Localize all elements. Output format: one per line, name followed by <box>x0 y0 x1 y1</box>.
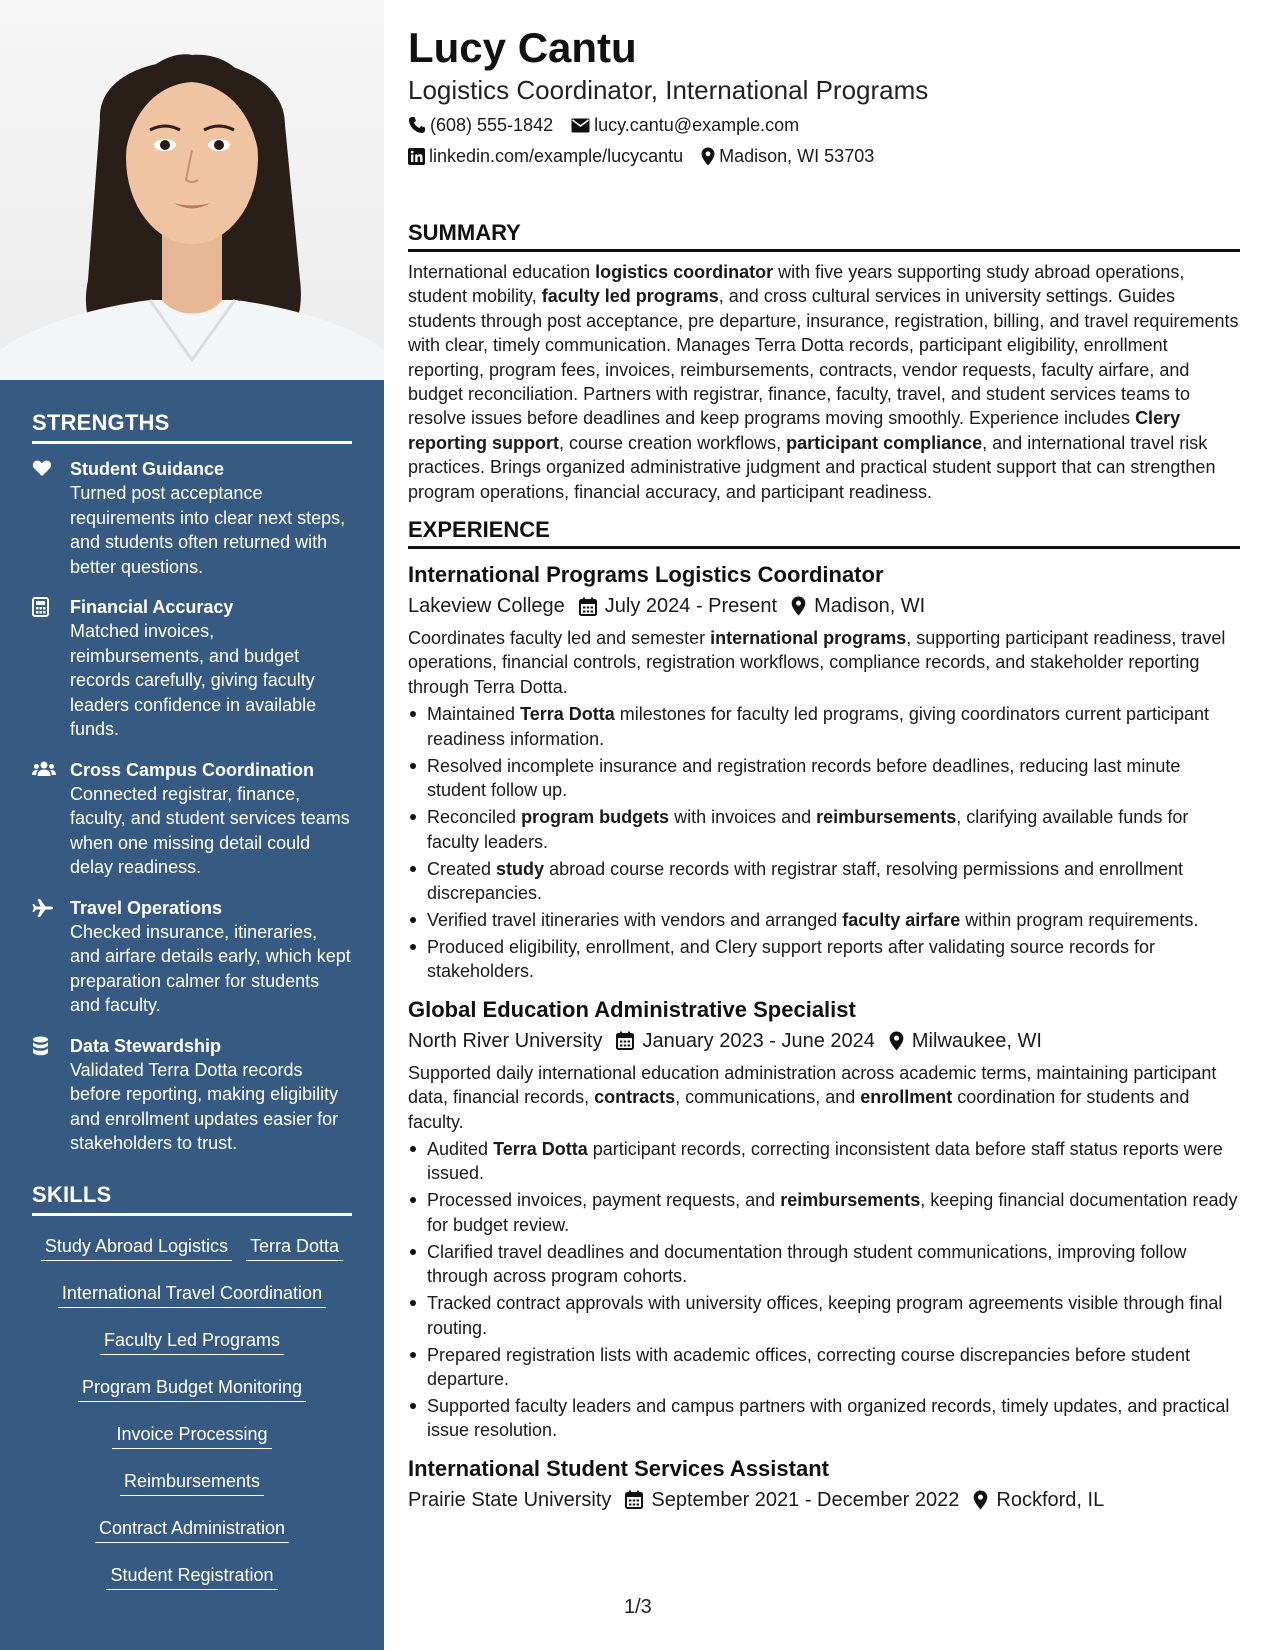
phone-text: (608) 555-1842 <box>430 115 554 135</box>
bullet-item: Processed invoices, payment requests, and reimbursements, keeping financial documentation ready for budget review. <box>408 1188 1240 1237</box>
map-pin-icon <box>889 1031 904 1051</box>
strength-description: Validated Terra Dotta records before reporting, making eligibility and enrollment updates easier for stakeholders to trust. <box>70 1059 339 1153</box>
bullet-item: Reconciled program budgets with invoices and reimbursements, clarifying available funds for faculty leaders. <box>408 805 1240 854</box>
bullet-item: Audited Terra Dotta participant records, correcting inconsistent data before staff status reports were issued. <box>408 1137 1240 1186</box>
job-meta <box>408 1027 1240 1055</box>
emphasis-text: international programs <box>710 628 907 649</box>
skill-tag: Faculty Led Programs <box>100 1329 284 1355</box>
strength-description: Connected registrar, finance, faculty, and student services teams when one missing detail could delay readiness. <box>70 783 350 877</box>
job-dates: July 2024 - Present <box>579 592 777 620</box>
job-dates: January 2023 - June 2024 <box>616 1027 874 1055</box>
job-dates: September 2021 - December 2022 <box>625 1486 959 1514</box>
job-bullets <box>408 1137 1240 1443</box>
strength-description: Turned post acceptance requirements into clear next steps, and students often returned with better questions. <box>70 483 346 577</box>
map-pin-icon <box>791 596 806 616</box>
job-title: International Student Services Assistant <box>408 1455 829 1481</box>
skill-tag: Program Budget Monitoring <box>78 1376 306 1402</box>
bullet-item: Supported faculty leaders and campus partners with organized records, timely updates, and practical issue resolution. <box>408 1394 1240 1443</box>
bullet-item: Verified travel itineraries with vendors and arranged faculty airfare within program requirements. <box>408 908 1240 932</box>
summary-heading: SUMMARY <box>408 220 1240 252</box>
phone-icon <box>408 116 426 134</box>
bullet-item: Maintained Terra Dotta milestones for faculty led programs, giving coordinators current participant readiness information. <box>408 702 1240 751</box>
linkedin-contact[interactable] <box>408 144 683 168</box>
emphasis-text: faculty airfare <box>842 909 961 930</box>
job-title-header: Logistics Coordinator, International Programs <box>408 75 929 105</box>
job-location: Madison, WI <box>791 592 925 620</box>
emphasis-text: study <box>496 858 545 879</box>
job-location: Rockford, IL <box>973 1486 1104 1514</box>
strength-description: Matched invoices, reimbursements, and budget records carefully, giving faculty leaders confidence in available funds. <box>70 621 317 739</box>
strength-title: Travel Operations <box>70 897 223 918</box>
job-meta <box>408 1486 1240 1514</box>
map-pin-icon <box>973 1490 988 1510</box>
profile-photo <box>0 0 384 380</box>
skill-tag: Invoice Processing <box>112 1423 271 1449</box>
job-bullets <box>408 702 1240 983</box>
map-pin-icon <box>701 147 715 166</box>
job-meta <box>408 592 1240 620</box>
strength-item <box>32 457 352 579</box>
linkedin-icon <box>408 148 425 165</box>
skill-tag: Study Abroad Logistics <box>41 1235 232 1261</box>
bullet-item: Created study abroad course records with registrar staff, resolving permissions and enrollment discrepancies. <box>408 857 1240 906</box>
emphasis-text: contracts <box>594 1087 676 1108</box>
emphasis-text: Clery reporting support <box>408 408 1181 453</box>
contact-row <box>408 144 1240 168</box>
strength-item <box>32 595 352 742</box>
job-title: International Programs Logistics Coordinator <box>408 562 884 588</box>
strength-item <box>32 896 352 1018</box>
skill-tag: Reimbursements <box>120 1470 264 1496</box>
linkedin-text: linkedin.com/example/lucycantu <box>429 146 684 166</box>
company-name: Prairie State University <box>408 1488 612 1511</box>
calendar-icon <box>579 597 597 616</box>
email-text: lucy.cantu@example.com <box>594 115 800 135</box>
job-description: Supported daily international education administration across academic terms, maintaining participant data, financial records, contracts, communications, and enrollment coordination for students and faculty. <box>408 1062 1217 1132</box>
strength-description: Checked insurance, itineraries, and airfare details early, which kept preparation calmer for students and faculty. <box>70 921 351 1015</box>
strength-title: Student Guidance <box>70 459 225 479</box>
emphasis-text: program budgets <box>521 807 670 828</box>
emphasis-text: enrollment <box>860 1087 953 1108</box>
emphasis-text: reimbursements <box>816 807 957 828</box>
phone-contact[interactable] <box>408 113 553 137</box>
strength-title: Financial Accuracy <box>70 597 234 617</box>
users-icon <box>32 758 70 880</box>
main-content <box>408 20 1240 1514</box>
job-entry <box>408 995 1240 1443</box>
skills-heading: SKILLS <box>32 1182 352 1216</box>
email-contact[interactable] <box>571 113 799 137</box>
strengths-heading: STRENGTHS <box>32 410 352 444</box>
heart-icon <box>32 457 70 579</box>
strength-item <box>32 1034 352 1156</box>
calculator-icon <box>32 595 70 742</box>
plane-icon <box>32 896 70 1018</box>
bullet-item: Clarified travel deadlines and documentation through student communications, improving follow through across program cohorts. <box>408 1240 1240 1289</box>
emphasis-text: faculty led programs <box>541 286 719 307</box>
strength-title: Data Stewardship <box>70 1035 222 1056</box>
bullet-item: Resolved incomplete insurance and registration records before deadlines, reducing last minute student follow up. <box>408 754 1240 803</box>
emphasis-text: Terra Dotta <box>493 1138 588 1159</box>
database-icon <box>32 1034 70 1156</box>
candidate-name: Lucy Cantu <box>408 24 637 71</box>
bullet-item: Tracked contract approvals with university offices, keeping program agreements visible through final routing. <box>408 1291 1240 1340</box>
company-name: Lakeview College <box>408 595 565 618</box>
emphasis-text: participant compliance <box>786 432 983 453</box>
calendar-icon <box>625 1490 643 1509</box>
portrait-illustration <box>0 0 384 380</box>
job-title: Global Education Administrative Specialist <box>408 996 856 1022</box>
sidebar <box>0 0 384 1650</box>
contact-row <box>408 113 1240 137</box>
job-entry <box>408 1454 1240 1514</box>
skills-list <box>32 1229 352 1605</box>
bullet-item: Produced eligibility, enrollment, and Clery support reports after validating source records for stakeholders. <box>408 935 1240 984</box>
envelope-icon <box>571 118 590 133</box>
sidebar-content <box>32 410 352 1605</box>
emphasis-text: reimbursements <box>780 1190 921 1211</box>
job-description: Coordinates faculty led and semester international programs, supporting participant readiness, travel operations, financial controls, registration workflows, compliance records, and stakeholder reporting through Terra Dotta. <box>408 628 1226 697</box>
job-entry <box>408 560 1240 984</box>
bullet-item: Prepared registration lists with academic offices, correcting course discrepancies before student departure. <box>408 1343 1240 1392</box>
location-text: Madison, WI 53703 <box>719 146 875 166</box>
emphasis-text: Terra Dotta <box>520 704 615 725</box>
job-location: Milwaukee, WI <box>889 1027 1042 1055</box>
calendar-icon <box>616 1031 634 1050</box>
emphasis-text: logistics coordinator <box>595 262 774 282</box>
skill-tag: Student Registration <box>106 1564 277 1590</box>
experience-heading: EXPERIENCE <box>408 517 1240 549</box>
strength-title: Cross Campus Coordination <box>70 759 315 780</box>
summary-text: International education logistics coordinator with five years supporting study abroad operations, student mobility, faculty led programs, and cross cultural services in university settings. Guides students through post acceptance, pre departure, insurance, registration, billing, and travel requirements with clear, timely communication. Manages Terra Dotta records, participant eligibility, enrollment reporting, program fees, invoices, reimbursements, contracts, vendor requests, faculty airfare, and budget reconciliation. Partners with registrar, finance, faculty, travel, and student services teams to resolve issues before deadlines and keep programs moving smoothly. Experience includes Clery reporting support, course creation workflows, participant compliance, and international travel risk practices. Brings organized administrative judgment and practical student support that can strengthen program operations, financial accuracy, and participant readiness. <box>408 262 1239 502</box>
location-contact <box>701 144 874 168</box>
page-number: 1/3 <box>624 1596 652 1618</box>
strength-item <box>32 758 352 880</box>
experience-list <box>408 560 1240 1514</box>
skill-tag: Terra Dotta <box>246 1235 343 1261</box>
skill-tag: Contract Administration <box>95 1517 289 1543</box>
company-name: North River University <box>408 1029 603 1052</box>
skill-tag: International Travel Coordination <box>58 1282 326 1308</box>
